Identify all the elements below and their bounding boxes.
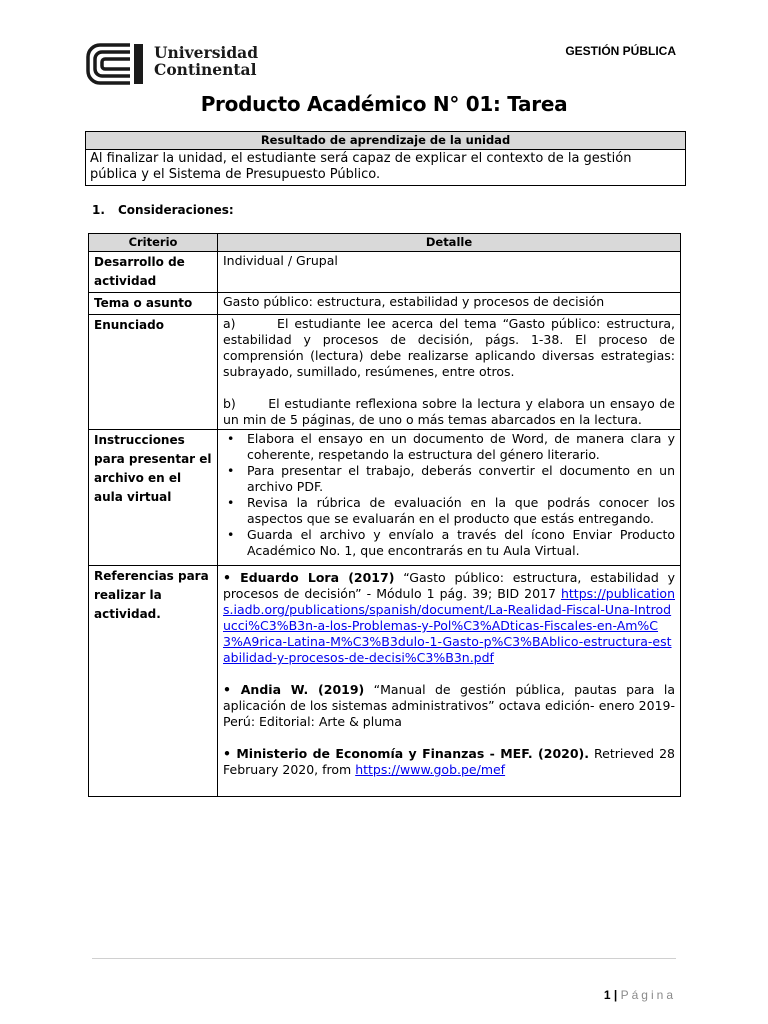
reference-1-link[interactable]: https://publications.iadb.org/publications/spanish/document/La-Realidad-Fiscal-Una-Introducci%C3%B3n-a-los-Problemas-y-Pol%C3%ADticas-Fiscales-en-Am%C3%A9rica-Latina-M%C3%B3dulo-1-Gasto-p%C3%BAblico-estructura-estabilidad-y-procesos-de-decisi%C3%B3n.pdf — [223, 586, 675, 665]
reference-3-text: Retrieved 28 February 2020, from — [223, 746, 675, 777]
footer-divider — [92, 958, 676, 959]
logo-wordmark — [154, 44, 258, 78]
university-logo — [86, 42, 259, 88]
page-label: Página — [620, 988, 676, 1002]
page-footer — [604, 988, 676, 1002]
logo-line-2: Continental — [154, 60, 257, 79]
list-item: • Guarda el archivo y envíalo a través del ícono Enviar Producto Académico No. 1, que encontrarás en tu Aula Virtual. — [223, 527, 675, 559]
detalle-instrucciones — [218, 430, 681, 566]
section-label: Consideraciones: — [118, 203, 234, 217]
instrucciones-list — [223, 431, 675, 559]
page-title: Producto Académico N° 01: Tarea — [200, 92, 568, 116]
column-header-detalle: Detalle — [218, 234, 681, 252]
reference-3-link[interactable]: https://www.gob.pe/mef — [355, 762, 506, 777]
table-row — [89, 293, 681, 315]
table-row — [89, 315, 681, 430]
criterio-desarrollo: Desarrollo de actividad — [89, 252, 218, 293]
resultado-table — [85, 131, 686, 186]
enunciado-item-b: b) El estudiante reflexiona sobre la lectura y elabora un ensayo de un min de 5 páginas, de uno o más temas abarcados en la lectura. — [223, 396, 675, 427]
criterio-enunciado: Enunciado — [89, 315, 218, 430]
reference-1-author: • Eduardo Lora (2017) — [223, 570, 395, 585]
column-header-criterio: Criterio — [89, 234, 218, 252]
detalle-tema: Gasto público: estructura, estabilidad y procesos de decisión — [218, 293, 681, 315]
reference-3 — [223, 746, 675, 778]
reference-3-author: • Ministerio de Economía y Finanzas - MEF. (2020). — [223, 746, 590, 761]
list-item: • Para presentar el trabajo, deberás convertir el documento en un archivo PDF. — [223, 463, 675, 495]
resultado-heading: Resultado de aprendizaje de la unidad — [86, 132, 686, 150]
reference-2-author: • Andia W. (2019) — [223, 682, 365, 697]
table-row — [89, 566, 681, 797]
logo-line-1: Universidad — [154, 43, 259, 62]
reference-2 — [223, 682, 675, 730]
table-row — [89, 430, 681, 566]
course-header: GESTIÓN PÚBLICA — [565, 44, 676, 58]
enunciado-item-a: a) El estudiante lee acerca del tema “Gasto público: estructura, estabilidad y procesos de decisión, págs. 1-38. El proceso de comprensión (lectura) debe realizarse aplicando diversas estrategias: subrayado, sumillado, resúmenes, entre otros. — [223, 316, 675, 379]
consideraciones-table — [88, 233, 681, 797]
continental-logo-icon — [86, 42, 146, 86]
detalle-enunciado — [218, 315, 681, 430]
table-row — [89, 252, 681, 293]
criterio-referencias: Referencias para realizar la actividad. — [89, 566, 218, 797]
list-item: • Elabora el ensayo en un documento de Word, de manera clara y coherente, respetando la estructura del género literario. — [223, 431, 675, 463]
list-item: • Revisa la rúbrica de evaluación en la que podrás conocer los aspectos que se evaluarán en el producto que estás entregando. — [223, 495, 675, 527]
reference-1 — [223, 570, 675, 666]
detalle-desarrollo: Individual / Grupal — [218, 252, 681, 293]
criterio-instrucciones: Instrucciones para presentar el archivo en el aula virtual — [89, 430, 218, 566]
detalle-referencias — [218, 566, 681, 797]
resultado-text: Al finalizar la unidad, el estudiante será capaz de explicar el contexto de la gestión pública y el Sistema de Presupuesto Público. — [86, 150, 686, 186]
footer-separator: | — [613, 988, 618, 1002]
reference-1-text: “Gasto público: estructura, estabilidad y procesos de decisión” - Módulo 1 pág. 39; BID 2017 — [223, 570, 676, 601]
reference-2-text: “Manual de gestión pública, pautas para la aplicación de los sistemas administrativos” octava edición- enero 2019- Perú: Editorial: Arte & pluma — [223, 682, 675, 729]
section-heading — [92, 203, 234, 217]
page-number: 1 — [603, 988, 611, 1002]
section-number: 1. — [92, 203, 105, 217]
criterio-tema: Tema o asunto — [89, 293, 218, 315]
